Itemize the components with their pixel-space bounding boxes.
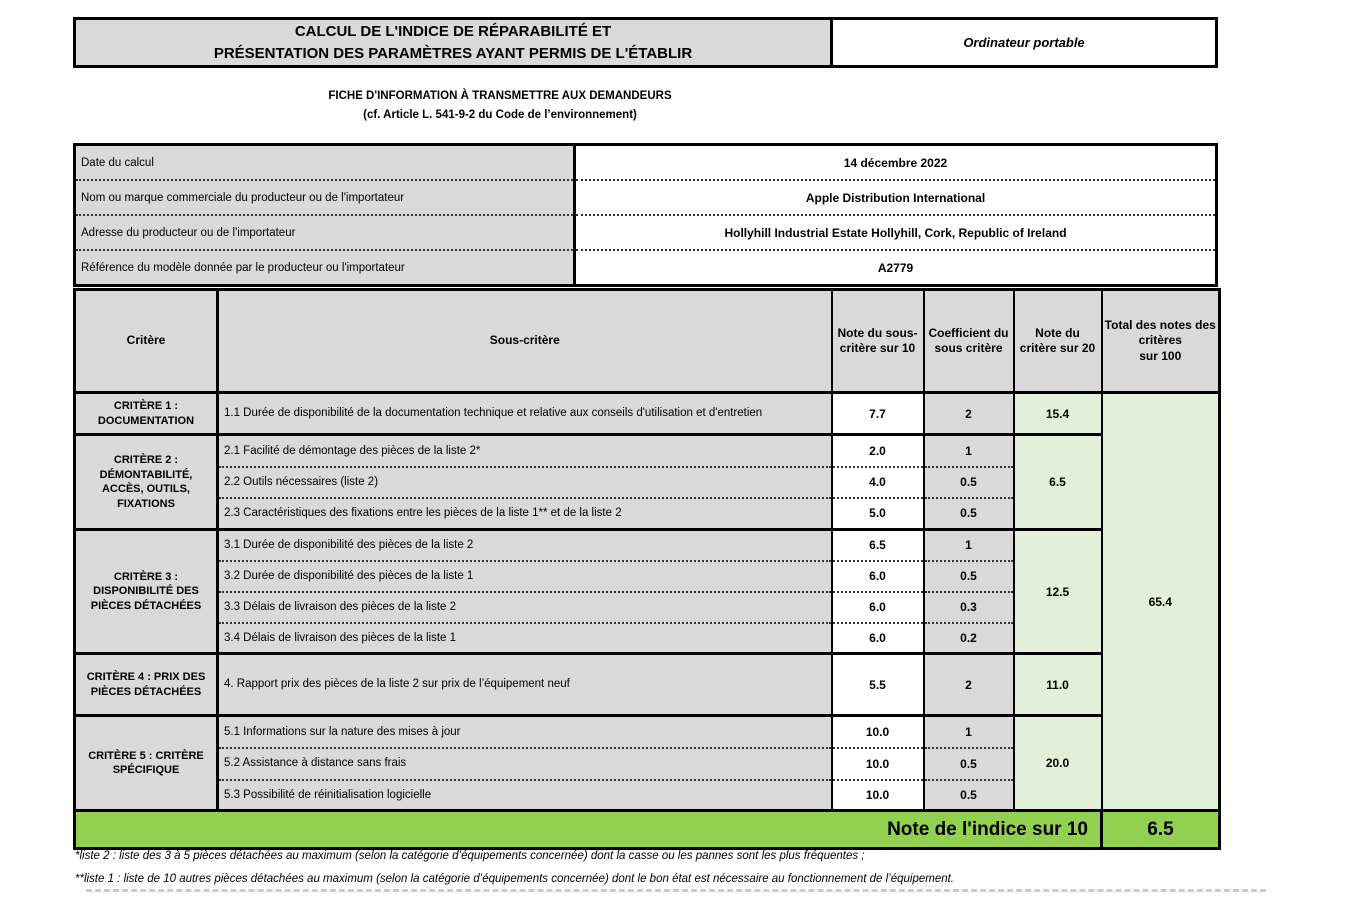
criteria-header-row [75,290,1220,393]
sub-criterion-coefficient: 2 [924,393,1014,435]
info-label: Référence du modèle donnée par le producteur ou l'importateur [75,250,575,286]
criterion-1-note20: 15.4 [1014,393,1102,435]
title-line1: CALCUL DE L'INDICE DE RÉPARABILITÉ ET [294,22,612,40]
col-header-note10: Note du sous-critère sur 10 [832,290,924,393]
producer-info-table [73,143,1218,287]
criterion-2-label: CRITÈRE 2 : DÉMONTABILITÉ, ACCÈS, OUTILS, FIXATIONS [75,435,218,530]
footnote-liste2: *liste 2 : liste des 3 à 5 pièces détachées au maximum (selon la catégorie d’équipements concernée) dont la casse ou les pannes sont les plus fréquentes ; [75,850,865,862]
criterion-5-note20: 20.0 [1014,716,1102,811]
sub-criterion-note: 5.5 [832,654,924,716]
sub-criterion-coefficient: 0.3 [924,592,1014,623]
info-value: 14 décembre 2022 [575,145,1217,181]
sub-criterion-coefficient: 0.5 [924,780,1014,811]
sub-criterion-coefficient: 2 [924,654,1014,716]
criterion-3-note20: 12.5 [1014,530,1102,654]
product-type-cell [833,20,1215,65]
info-label: Date du calcul [75,145,575,181]
page-bottom-divider [86,889,1266,892]
sub-criterion-note: 7.7 [832,393,924,435]
criterion-4-note20: 11.0 [1014,654,1102,716]
criteria-row [75,435,1220,467]
sub-criterion-text: 4. Rapport prix des pièces de la liste 2 sur prix de l’équipement neuf [218,654,832,716]
col-header-critere: Critère [75,290,218,393]
subtitle-block [0,87,1000,124]
subtitle-line1: FICHE D'INFORMATION À TRANSMETTRE AUX DEMANDEURS [328,90,672,102]
criteria-row [75,393,1220,435]
sub-criterion-coefficient: 1 [924,530,1014,561]
criterion-1-label: CRITÈRE 1 : DOCUMENTATION [75,393,218,435]
col-header-sous-critere: Sous-critère [218,290,832,393]
criteria-table [73,288,1221,850]
criterion-5-label: CRITÈRE 5 : CRITÈRE SPÉCIFIQUE [75,716,218,811]
sub-criterion-coefficient: 0.5 [924,498,1014,530]
sub-criterion-note: 5.0 [832,498,924,530]
sub-criterion-text: 2.1 Facilité de démontage des pièces de la liste 2* [218,435,832,467]
info-value: Hollyhill Industrial Estate Hollyhill, Cork, Republic of Ireland [575,215,1217,250]
sub-criterion-text: 3.1 Durée de disponibilité des pièces de la liste 2 [218,530,832,561]
col-header-coefficient: Coefficient du sous critère [924,290,1014,393]
info-row-producer-address [75,215,1217,250]
sub-criterion-note: 2.0 [832,435,924,467]
col-header-note20: Note du critère sur 20 [1014,290,1102,393]
sub-criterion-text: 5.3 Possibilité de réinitialisation logicielle [218,780,832,811]
info-row-producer-name [75,180,1217,215]
title-banner [73,17,1218,68]
sub-criterion-note: 6.0 [832,561,924,592]
info-value: Apple Distribution International [575,180,1217,215]
col-header-total100-line1: Total des notes des critères [1104,317,1216,348]
footnote-liste1: **liste 1 : liste de 10 autres pièces détachées au maximum (selon la catégorie d’équipements concernée) dont le bon état est nécessaire au fonctionnement de l’équipement. [75,873,954,885]
info-row-date [75,145,1217,181]
col-header-total100 [1102,290,1220,393]
sub-criterion-note: 10.0 [832,780,924,811]
sub-criterion-coefficient: 0.5 [924,561,1014,592]
sub-criterion-coefficient: 0.2 [924,623,1014,654]
criteria-row [75,716,1220,748]
sub-criterion-note: 6.0 [832,623,924,654]
sub-criterion-coefficient: 0.5 [924,467,1014,498]
index-score-row [75,811,1220,849]
info-label: Adresse du producteur ou de l'importateur [75,215,575,250]
sub-criterion-note: 4.0 [832,467,924,498]
sub-criterion-text: 3.3 Délais de livraison des pièces de la liste 2 [218,592,832,623]
info-label: Nom ou marque commerciale du producteur ou de l'importateur [75,180,575,215]
document-title [76,20,833,65]
total-notes-sur-100: 65.4 [1102,393,1220,811]
subtitle-line2: (cf. Article L. 541-9-2 du Code de l’environnement) [363,108,637,121]
criterion-3-label: CRITÈRE 3 : DISPONIBILITÉ DES PIÈCES DÉTACHÉES [75,530,218,654]
sub-criterion-coefficient: 0.5 [924,748,1014,780]
sub-criterion-note: 6.0 [832,592,924,623]
sub-criterion-note: 6.5 [832,530,924,561]
sub-criterion-text: 5.2 Assistance à distance sans frais [218,748,832,780]
info-row-model-reference [75,250,1217,286]
criteria-row [75,654,1220,716]
col-header-total100-line2: sur 100 [1139,348,1182,363]
sub-criterion-text: 2.3 Caractéristiques des fixations entre les pièces de la liste 1** et de la liste 2 [218,498,832,530]
sub-criterion-text: 2.2 Outils nécessaires (liste 2) [218,467,832,498]
sub-criterion-coefficient: 1 [924,716,1014,748]
info-value: A2779 [575,250,1217,286]
sub-criterion-text: 3.4 Délais de livraison des pièces de la liste 1 [218,623,832,654]
sub-criterion-coefficient: 1 [924,435,1014,467]
sub-criterion-note: 10.0 [832,748,924,780]
sub-criterion-text: 5.1 Informations sur la nature des mises à jour [218,716,832,748]
index-score-label: Note de l'indice sur 10 [75,811,1102,849]
criterion-4-label: CRITÈRE 4 : PRIX DES PIÈCES DÉTACHÉES [75,654,218,716]
index-score-value: 6.5 [1102,811,1220,849]
criteria-row [75,530,1220,561]
criterion-2-note20: 6.5 [1014,435,1102,530]
sub-criterion-note: 10.0 [832,716,924,748]
sub-criterion-text: 1.1 Durée de disponibilité de la documentation technique et relative aux conseils d'utilisation et d'entretien [218,393,832,435]
title-line2: PRÉSENTATION DES PARAMÈTRES AYANT PERMIS DE L'ÉTABLIR [213,44,693,62]
product-type-label: Ordinateur portable [963,35,1085,50]
sub-criterion-text: 3.2 Durée de disponibilité des pièces de la liste 1 [218,561,832,592]
